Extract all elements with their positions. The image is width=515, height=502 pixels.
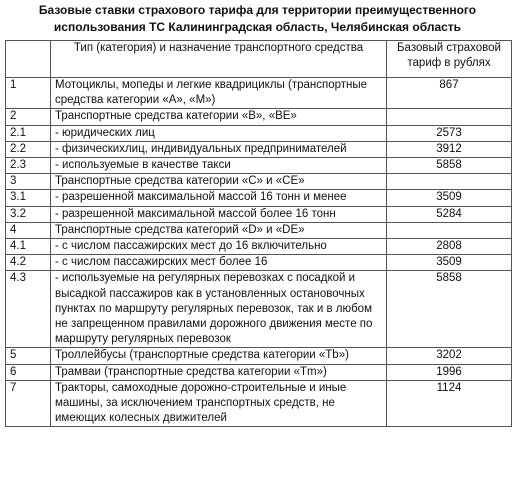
table-row bbox=[6, 364, 512, 380]
vehicle-type: Трамваи (транспортные средства категории «Tm») bbox=[51, 364, 387, 380]
table-row bbox=[6, 222, 512, 238]
base-tariff: 3509 bbox=[387, 255, 512, 271]
table-row bbox=[6, 380, 512, 427]
vehicle-type: Мотоциклы, мопеды и легкие квадрициклы (транспортные средства категории «A», «M») bbox=[51, 78, 387, 109]
table-row bbox=[6, 239, 512, 255]
base-tariff: 3912 bbox=[387, 141, 512, 157]
base-tariff: 1124 bbox=[387, 380, 512, 427]
base-tariff bbox=[387, 222, 512, 238]
vehicle-type: - физическихлиц, индивидуальных предпринимателей bbox=[51, 141, 387, 157]
vehicle-type: - с числом пассажирских мест до 16 включительно bbox=[51, 239, 387, 255]
vehicle-type: - разрешенной максимальной массой 16 тонн и менее bbox=[51, 190, 387, 206]
base-tariff: 5284 bbox=[387, 206, 512, 222]
vehicle-type: - с числом пассажирских мест более 16 bbox=[51, 255, 387, 271]
row-number: 1 bbox=[6, 78, 51, 109]
row-number: 2.1 bbox=[6, 125, 51, 141]
vehicle-type: - используемые в качестве такси bbox=[51, 158, 387, 174]
header-type: Тип (категория) и назначение транспортного средства bbox=[51, 41, 387, 78]
row-number: 4.2 bbox=[6, 255, 51, 271]
header-num bbox=[6, 41, 51, 78]
table-header-row bbox=[6, 41, 512, 78]
base-tariff: 3202 bbox=[387, 348, 512, 364]
table-row bbox=[6, 255, 512, 271]
vehicle-type: - юридических лиц bbox=[51, 125, 387, 141]
row-number: 5 bbox=[6, 348, 51, 364]
vehicle-type: - разрешенной максимальной массой более 16 тонн bbox=[51, 206, 387, 222]
row-number: 3.2 bbox=[6, 206, 51, 222]
table-row bbox=[6, 109, 512, 125]
vehicle-type: Троллейбусы (транспортные средства категории «Tb») bbox=[51, 348, 387, 364]
table-body bbox=[6, 78, 512, 427]
vehicle-type: Транспортные средства категорий «D» и «DE» bbox=[51, 222, 387, 238]
row-number: 2.3 bbox=[6, 158, 51, 174]
table-row bbox=[6, 78, 512, 109]
row-number: 3 bbox=[6, 174, 51, 190]
base-tariff: 3509 bbox=[387, 190, 512, 206]
base-tariff bbox=[387, 174, 512, 190]
table-row bbox=[6, 125, 512, 141]
table-row bbox=[6, 158, 512, 174]
row-number: 3.1 bbox=[6, 190, 51, 206]
document-title bbox=[0, 0, 515, 38]
base-tariff: 5858 bbox=[387, 271, 512, 348]
row-number: 4.3 bbox=[6, 271, 51, 348]
row-number: 4 bbox=[6, 222, 51, 238]
vehicle-type: Транспортные средства категории «B», «BE» bbox=[51, 109, 387, 125]
row-number: 2 bbox=[6, 109, 51, 125]
vehicle-type: Транспортные средства категории «C» и «CE» bbox=[51, 174, 387, 190]
header-tariff: Базовый страховой тариф в рублях bbox=[387, 41, 512, 78]
title-line-2: использования ТС Калининградская область, Челябинская область bbox=[53, 20, 462, 34]
table-row bbox=[6, 348, 512, 364]
table-row bbox=[6, 206, 512, 222]
row-number: 7 bbox=[6, 380, 51, 427]
vehicle-type: Тракторы, самоходные дорожно-строительные и иные машины, за исключением транспортных средств, не имеющих колесных движителей bbox=[51, 380, 387, 427]
vehicle-type: - используемые на регулярных перевозках с посадкой и высадкой пассажиров как в установленных остановочных пунктах по маршруту регулярных перевозок, так и в любом не запрещенном правилами дорожного движения месте по маршруту регулярных перевозок bbox=[51, 271, 387, 348]
tariff-table bbox=[5, 40, 512, 427]
row-number: 6 bbox=[6, 364, 51, 380]
base-tariff: 2573 bbox=[387, 125, 512, 141]
table-row bbox=[6, 271, 512, 348]
table-row bbox=[6, 141, 512, 157]
title-line-1: Базовые ставки страхового тарифа для территории преимущественного bbox=[38, 3, 477, 17]
table-row bbox=[6, 174, 512, 190]
row-number: 2.2 bbox=[6, 141, 51, 157]
base-tariff: 1996 bbox=[387, 364, 512, 380]
base-tariff: 867 bbox=[387, 78, 512, 109]
row-number: 4.1 bbox=[6, 239, 51, 255]
base-tariff: 2808 bbox=[387, 239, 512, 255]
table-row bbox=[6, 190, 512, 206]
base-tariff: 5858 bbox=[387, 158, 512, 174]
base-tariff bbox=[387, 109, 512, 125]
